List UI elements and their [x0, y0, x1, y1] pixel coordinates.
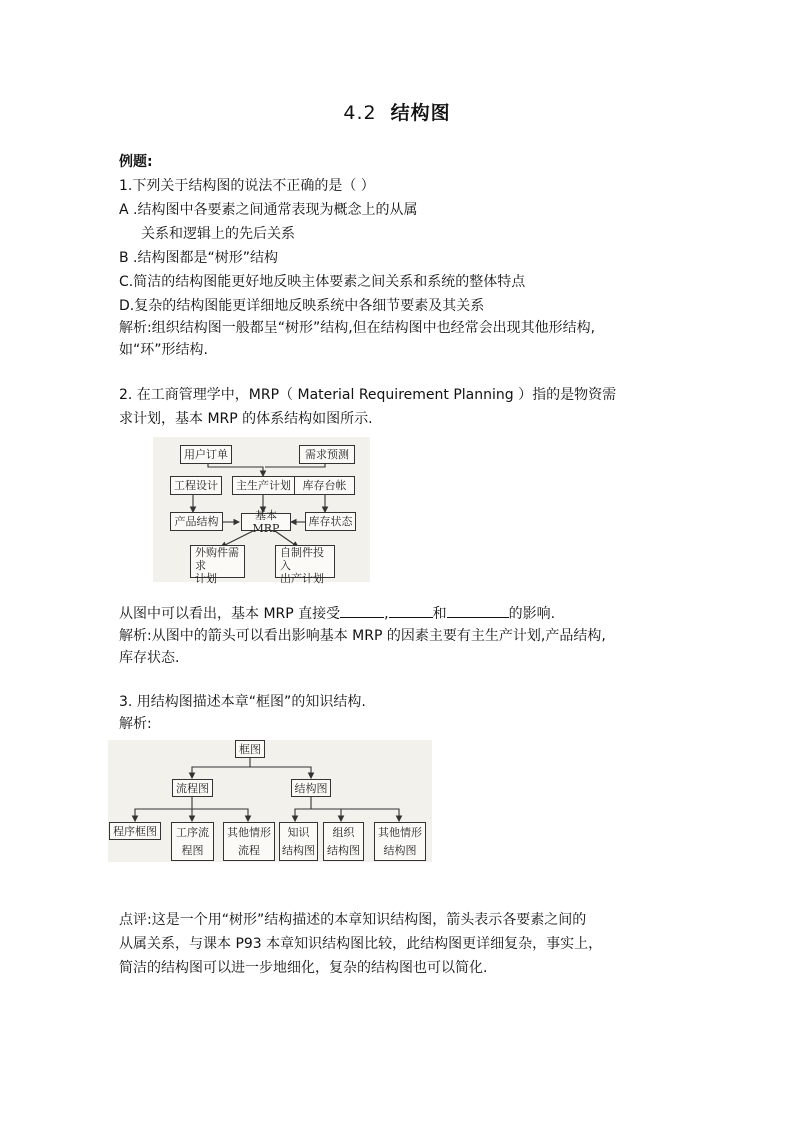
q3-analysis-label: 解析: [119, 716, 152, 732]
mrp-selfmade-line1: 自制件投入 [280, 546, 324, 572]
mrp-box-user-order: 用户订单 [180, 445, 232, 464]
mrp-box-basic-mrp: 基本MRP [241, 513, 291, 531]
mrp-box-master-plan: 主生产计划 [232, 476, 295, 495]
page-title [0, 98, 794, 125]
section-number: 4.2 [343, 102, 377, 124]
mrp-box-inventory-status: 库存状态 [305, 512, 356, 531]
tree-box-program-flowchart: 程序框图 [109, 822, 161, 840]
mrp-box-inventory-ledger: 库存台帐 [294, 476, 355, 495]
mrp-box-engineering-design: 工程设计 [170, 476, 222, 495]
mrp-purchase-line1: 外购件需求 [195, 546, 239, 572]
blank-2 [389, 605, 433, 618]
blank-1 [340, 605, 384, 618]
tree-org-line1: 组织 [332, 825, 355, 839]
tree-process-line2: 程图 [181, 844, 204, 858]
q2-stem-line2: 求计划，基本 MRP 的体系结构如图所示. [119, 411, 373, 427]
q3-comment-line1: 点评:这是一个用“树形”结构描述的本章知识结构图，箭头表示各要素之间的 [119, 912, 587, 928]
tree-box-other-structure [374, 822, 426, 861]
q3-stem: 3. 用结构图描述本章“框图”的知识结构. [119, 694, 366, 710]
mrp-box-self-made-plan [275, 545, 335, 585]
tree-box-root: 框图 [235, 740, 265, 758]
mrp-diagram [153, 437, 370, 585]
arrow-root-to-flowchart [192, 758, 250, 778]
q2-fill-prefix: 从图中可以看出，基本 MRP 直接受 [119, 606, 341, 622]
q2-stem-line1: 2. 在工商管理学中，MRP（ Material Requirement Planning ）指的是物资需 [119, 387, 617, 403]
arrow-struct-to-org [311, 809, 341, 821]
q1-option-b: B .结构图都是“树形”结构 [119, 250, 279, 266]
tree-org-line2: 结构图 [327, 844, 360, 858]
q2-analysis-line1: 解析:从图中的箭头可以看出影响基本 MRP 的因素主要有主生产计划,产品结构, [119, 628, 606, 644]
tree-knowledge-line1: 知识 [287, 825, 310, 839]
q1-option-d: D.复杂的结构图能更详细地反映系统中各细节要素及其关系 [119, 298, 485, 314]
tree-box-knowledge-structure [279, 822, 318, 861]
tree-other-struct-line2: 结构图 [383, 844, 417, 858]
q2-analysis-line2: 库存状态. [119, 650, 180, 666]
q1-option-c: C.简洁的结构图能更好地反映主体要素之间关系和系统的整体特点 [119, 274, 526, 290]
q2-fill-blank [119, 605, 555, 623]
tree-other-flow-line1: 其他情形 [227, 825, 271, 839]
arrow-struct-to-other [341, 809, 399, 821]
q1-analysis-line1: 解析:组织结构图一般都呈“树形”结构,但在结构图中也经常会出现其他形结构, [119, 320, 596, 336]
blank-3 [447, 605, 509, 618]
q1-stem: 1.下列关于结构图的说法不正确的是（ ） [119, 178, 375, 194]
tree-box-other-flow [223, 822, 275, 861]
q2-fill-suffix: 的影响. [508, 606, 556, 622]
q1-option-a-cont: 关系和逻辑上的先后关系 [141, 226, 295, 242]
tree-other-flow-line2: 流程 [238, 844, 260, 858]
mrp-box-demand-forecast: 需求预测 [299, 445, 355, 464]
block-diagram-tree [108, 740, 432, 862]
example-heading: 例题: [119, 154, 153, 170]
tree-box-flowchart: 流程图 [172, 779, 213, 797]
tree-process-line1: 工序流 [176, 825, 209, 839]
q3-comment-line2: 从属关系，与课本 P93 本章知识结构图比较，此结构图更详细复杂，事实上， [119, 936, 603, 952]
q2-fill-and: 和 [432, 606, 447, 622]
arrow-forecast-to-plan [265, 464, 325, 467]
section-title: 结构图 [390, 102, 451, 124]
tree-box-process-flow [171, 822, 214, 861]
tree-knowledge-line2: 结构图 [282, 844, 315, 858]
mrp-box-purchase-plan [190, 545, 245, 585]
mrp-selfmade-line2: 出产计划 [280, 572, 324, 585]
mrp-box-product-structure: 产品结构 [170, 512, 223, 531]
q3-comment-line3: 简洁的结构图可以进一步地细化，复杂的结构图也可以简化. [119, 960, 488, 976]
q2-fill-sep: , [384, 606, 389, 622]
tree-other-struct-line1: 其他情形 [378, 825, 422, 839]
tree-box-org-structure [323, 822, 364, 861]
arrow-flow-to-program [135, 797, 192, 821]
tree-box-structure-chart: 结构图 [291, 779, 331, 797]
arrow-struct-to-knowledge [295, 797, 311, 821]
arrow-flow-to-other [192, 809, 248, 821]
arrow-root-to-structure [250, 767, 311, 778]
q1-analysis-line2: 如“环”形结构. [119, 342, 208, 358]
mrp-purchase-line2: 计划 [195, 572, 217, 585]
q1-option-a: A .结构图中各要素之间通常表现为概念上的从属 [119, 202, 418, 218]
